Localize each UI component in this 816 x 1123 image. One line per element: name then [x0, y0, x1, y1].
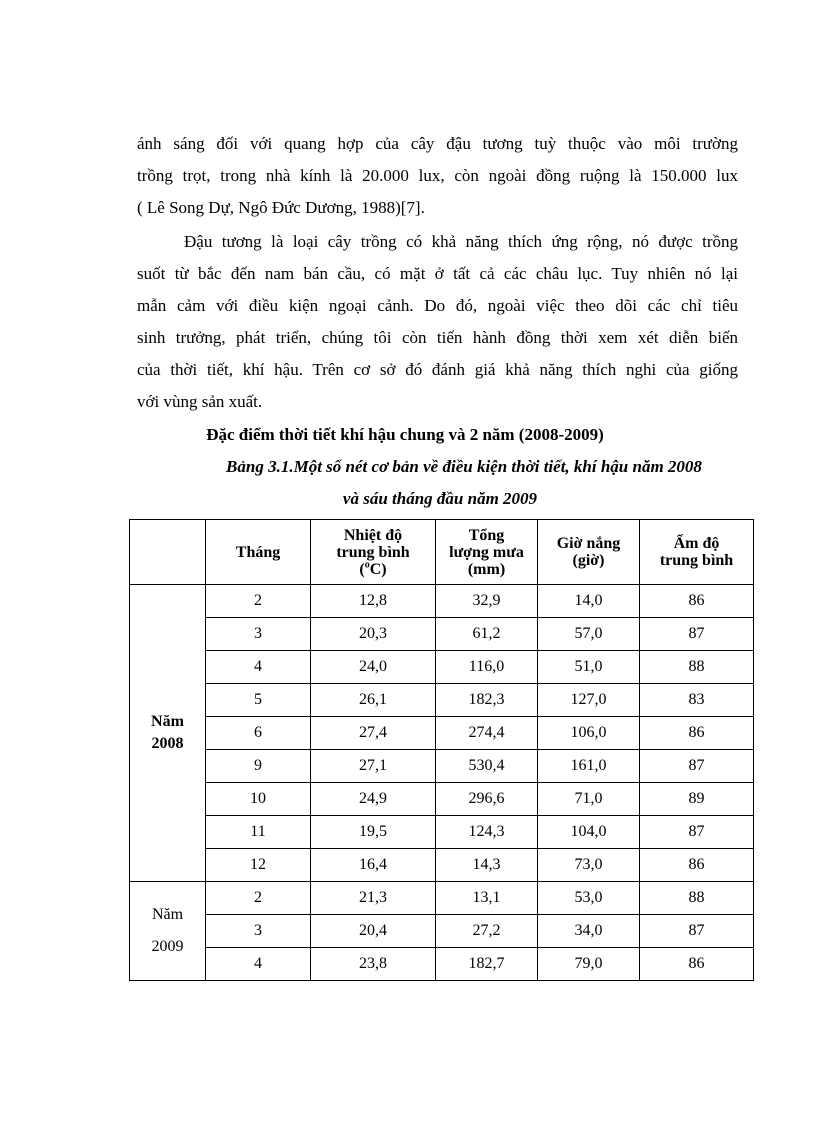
cell-temp: 20,4 [311, 915, 436, 948]
cell-temp: 23,8 [311, 948, 436, 981]
rows-2009 [130, 882, 754, 981]
cell-month: 6 [206, 717, 311, 750]
paragraph-1-line-1: ánh sáng đối với quang hợp của cây đậu tương tuỳ thuộc vào môi trường [137, 134, 738, 153]
cell-rain: 27,2 [436, 915, 538, 948]
cell-sun: 53,0 [538, 882, 640, 915]
cell-sun: 161,0 [538, 750, 640, 783]
table-row [130, 849, 754, 882]
cell-month: 10 [206, 783, 311, 816]
cell-sun: 104,0 [538, 816, 640, 849]
cell-humidity: 87 [640, 915, 754, 948]
header-temperature: Nhiệt độ trung bình ($^o$C) [311, 520, 436, 585]
cell-temp: 24,9 [311, 783, 436, 816]
cell-rain: 32,9 [436, 585, 538, 618]
cell-humidity: 87 [640, 750, 754, 783]
cell-month: 3 [206, 618, 311, 651]
cell-month: 4 [206, 948, 311, 981]
cell-humidity: 86 [640, 585, 754, 618]
cell-month: 5 [206, 684, 311, 717]
cell-sun: 79,0 [538, 948, 640, 981]
table-row [130, 816, 754, 849]
cell-sun: 106,0 [538, 717, 640, 750]
section-heading: Đặc điểm thời tiết khí hậu chung và 2 năm (2008-2009) [206, 425, 604, 444]
table-row [130, 882, 754, 915]
cell-rain: 14,3 [436, 849, 538, 882]
cell-humidity: 83 [640, 684, 754, 717]
cell-temp: 27,4 [311, 717, 436, 750]
table-caption-line-1: Bảng 3.1.Một số nét cơ bản về điều kiện thời tiết, khí hậu năm 2008 [226, 457, 702, 476]
cell-month: 2 [206, 585, 311, 618]
cell-humidity: 87 [640, 816, 754, 849]
cell-humidity: 88 [640, 882, 754, 915]
cell-sun: 57,0 [538, 618, 640, 651]
table-row [130, 585, 754, 618]
cell-humidity: 86 [640, 717, 754, 750]
table-row [130, 684, 754, 717]
year-group-cell: Năm 2008 [130, 585, 206, 882]
cell-month: 4 [206, 651, 311, 684]
cell-rain: 116,0 [436, 651, 538, 684]
cell-rain: 274,4 [436, 717, 538, 750]
cell-temp: 26,1 [311, 684, 436, 717]
cell-temp: 16,4 [311, 849, 436, 882]
paragraph-1-line-3: ( Lê Song Dự, Ngô Đức Dương, 1988)[7]. [137, 198, 425, 217]
cell-temp: 27,1 [311, 750, 436, 783]
paragraph-2-line-2: suốt từ bắc đến nam bán cầu, có mặt ở tất cả các châu lục. Tuy nhiên nó lại [137, 264, 738, 283]
table-row [130, 618, 754, 651]
header-group [130, 520, 206, 585]
table-row [130, 915, 754, 948]
table-header-row [130, 520, 754, 585]
cell-month: 9 [206, 750, 311, 783]
cell-sun: 73,0 [538, 849, 640, 882]
paragraph-2-line-6: với vùng sản xuất. [137, 392, 263, 411]
cell-rain: 296,6 [436, 783, 538, 816]
weather-table [129, 519, 754, 981]
cell-temp: 20,3 [311, 618, 436, 651]
table-row [130, 717, 754, 750]
cell-rain: 13,1 [436, 882, 538, 915]
cell-month: 12 [206, 849, 311, 882]
rows-2008 [130, 585, 754, 882]
cell-humidity: 88 [640, 651, 754, 684]
cell-sun: 71,0 [538, 783, 640, 816]
cell-rain: 182,3 [436, 684, 538, 717]
cell-sun: 51,0 [538, 651, 640, 684]
cell-sun: 34,0 [538, 915, 640, 948]
paragraph-1-line-2: trồng trọt, trong nhà kính là 20.000 lux, còn ngoài đồng ruộng là 150.000 lux [137, 166, 738, 185]
cell-temp: 21,3 [311, 882, 436, 915]
header-month: Tháng [206, 520, 311, 585]
paragraph-2-line-3: mẫn cảm với điều kiện ngoại cảnh. Do đó, ngoài việc theo dõi các chỉ tiêu [137, 296, 738, 315]
cell-temp: 19,5 [311, 816, 436, 849]
cell-rain: 61,2 [436, 618, 538, 651]
table-row [130, 750, 754, 783]
table-caption-line-2: và sáu tháng đầu năm 2009 [342, 489, 538, 508]
cell-rain: 530,4 [436, 750, 538, 783]
cell-month: 2 [206, 882, 311, 915]
cell-sun: 14,0 [538, 585, 640, 618]
header-rainfall: Tổng lượng mưa (mm) [436, 520, 538, 585]
paragraph-2-line-5: của thời tiết, khí hậu. Trên cơ sở đó đánh giá khả năng thích nghi của giống [137, 360, 738, 379]
table-row [130, 948, 754, 981]
cell-temp: 24,0 [311, 651, 436, 684]
cell-rain: 182,7 [436, 948, 538, 981]
table-row [130, 783, 754, 816]
cell-humidity: 87 [640, 618, 754, 651]
paragraph-2-line-1: Đậu tương là loại cây trồng có khả năng thích ứng rộng, nó được trồng [184, 232, 738, 251]
cell-humidity: 86 [640, 948, 754, 981]
cell-sun: 127,0 [538, 684, 640, 717]
cell-rain: 124,3 [436, 816, 538, 849]
table-row [130, 651, 754, 684]
year-group-cell: Năm 2009 [130, 882, 206, 981]
header-sunshine: Giờ nắng (giờ) [538, 520, 640, 585]
cell-month: 11 [206, 816, 311, 849]
cell-temp: 12,8 [311, 585, 436, 618]
header-humidity: Ẩm độ trung bình [640, 520, 754, 585]
cell-month: 3 [206, 915, 311, 948]
cell-humidity: 89 [640, 783, 754, 816]
paragraph-2-line-4: sinh trưởng, phát triển, chúng tôi còn tiến hành đồng thời xem xét diễn biến [137, 328, 738, 347]
cell-humidity: 86 [640, 849, 754, 882]
